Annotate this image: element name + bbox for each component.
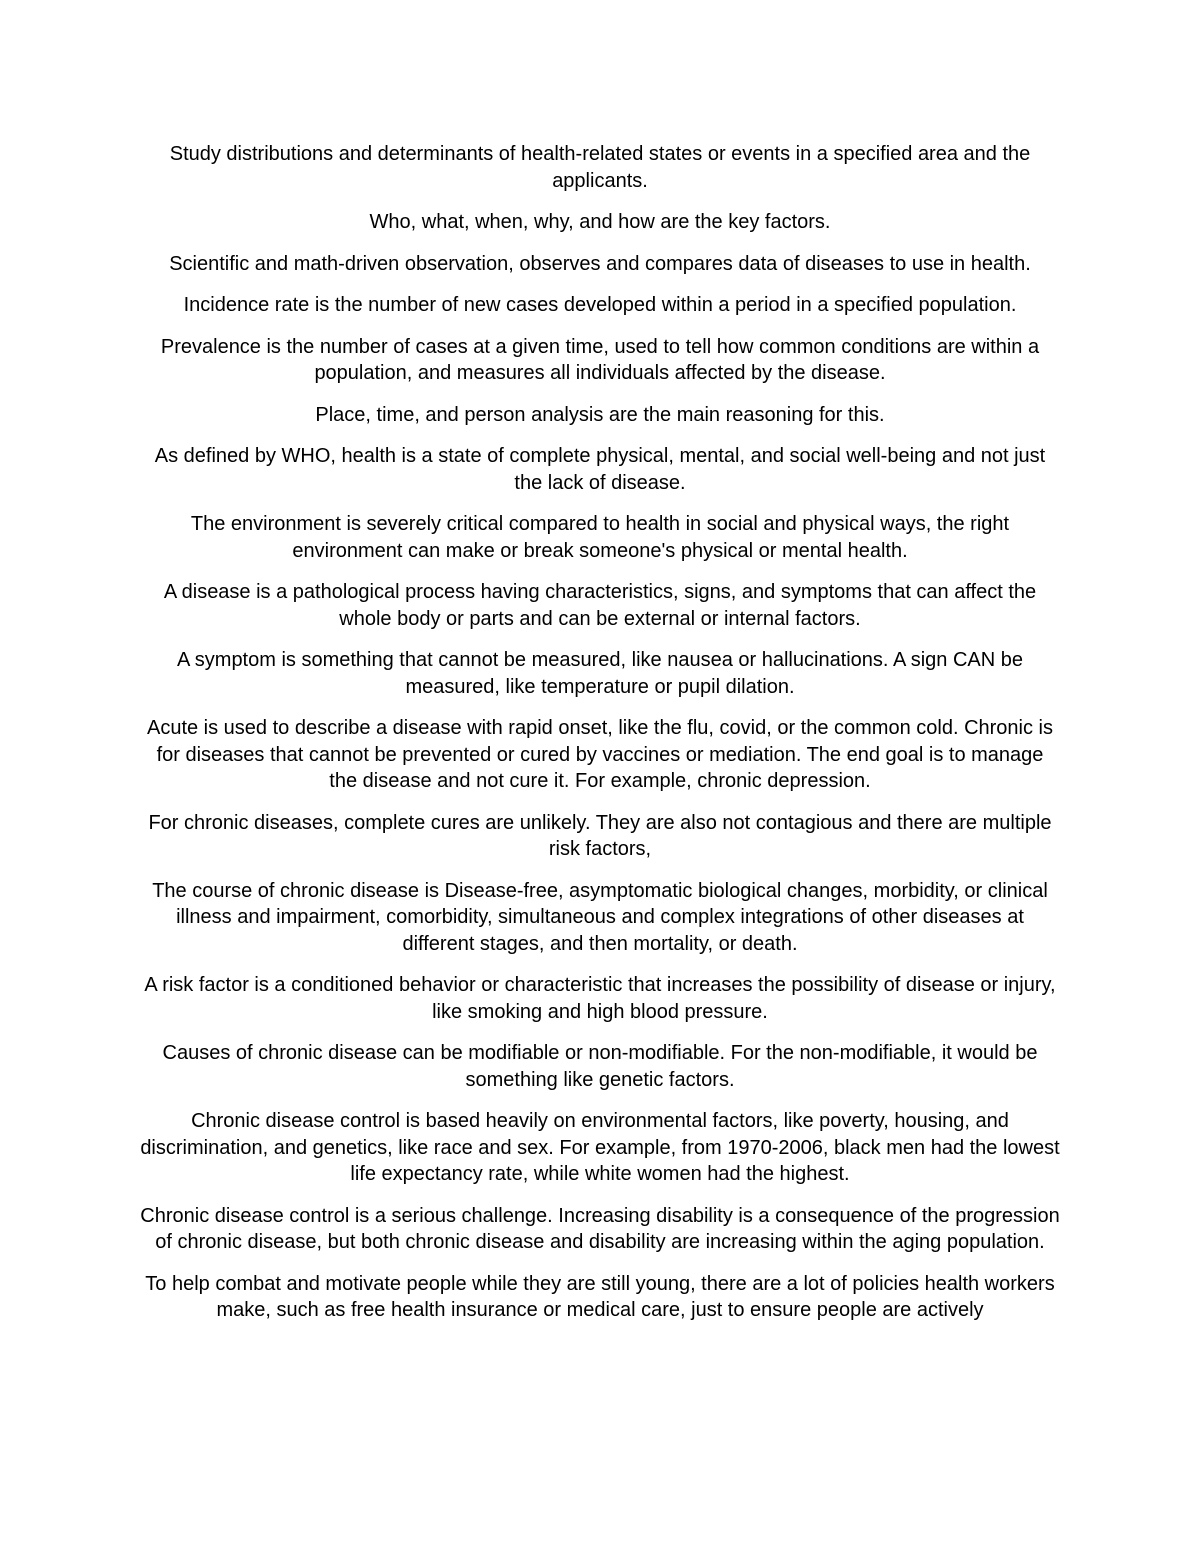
- paragraph-incidence-rate: Incidence rate is the number of new cases developed within a period in a specified population.: [183, 294, 1017, 316]
- paragraph-prevalence: Prevalence is the number of cases at a given time, used to tell how common conditions are within a population, and measures all individuals affected by the disease.: [160, 335, 1040, 384]
- paragraph-epidemiology-definition: Study distributions and determinants of health-related states or events in a specified area and the applicants.: [169, 143, 1031, 192]
- paragraph-key-factors: Who, what, when, why, and how are the key factors.: [369, 211, 831, 233]
- paragraph-environment: The environment is severely critical compared to health in social and physical ways, the right environment can make or break someone's physical or mental health.: [190, 513, 1010, 562]
- paragraph-chronic-control-challenge: Chronic disease control is a serious challenge. Increasing disability is a consequence of the progression of chronic disease, but both chronic disease and disability are increasing within the aging population.: [140, 1204, 1060, 1253]
- paragraph-who-health-definition: As defined by WHO, health is a state of complete physical, mental, and social well-being and not just the lack of disease.: [154, 445, 1046, 494]
- paragraph-chronic-control-factors: Chronic disease control is based heavily on environmental factors, like poverty, housing, and discrimination, and genetics, like race and sex. For example, from 1970-2006, black men had the lowest life expectancy rate, while white women had the highest.: [140, 1110, 1060, 1185]
- paragraph-chronic-course: The course of chronic disease is Disease-free, asymptomatic biological changes, morbidity, or clinical illness and impairment, comorbidity, simultaneous and complex integrations of other diseases at different stages, and then mortality, or death.: [152, 879, 1048, 955]
- document-body: [140, 141, 1060, 1339]
- paragraph-symptom-sign: A symptom is something that cannot be measured, like nausea or hallucinations. A sign CAN be measured, like temperature or pupil dilation.: [176, 649, 1024, 698]
- paragraph-risk-factor: A risk factor is a conditioned behavior or characteristic that increases the possibility of disease or injury, like smoking and high blood pressure.: [144, 974, 1056, 1023]
- paragraph-chronic-cures: For chronic diseases, complete cures are unlikely. They are also not contagious and there are multiple risk factors,: [148, 811, 1052, 860]
- paragraph-place-time-person: Place, time, and person analysis are the main reasoning for this.: [315, 403, 885, 426]
- paragraph-acute-chronic: Acute is used to describe a disease with rapid onset, like the flu, covid, or the common cold. Chronic is for diseases that cannot be prevented or cured by vaccines or mediation. The end goal is to manage the disease and not cure it. For example, chronic depression.: [146, 717, 1053, 792]
- paragraph-disease-definition: A disease is a pathological process having characteristics, signs, and symptoms that can affect the whole body or parts and can be external or internal factors.: [163, 581, 1037, 630]
- paragraph-scientific-observation: Scientific and math-driven observation, observes and compares data of diseases to use in health.: [169, 252, 1031, 275]
- paragraph-policies: To help combat and motivate people while they are still young, there are a lot of policies health workers make, such as free health insurance or medical care, just to ensure people are actively: [145, 1272, 1055, 1321]
- paragraph-chronic-causes: Causes of chronic disease can be modifiable or non-modifiable. For the non-modifiable, it would be something like genetic factors.: [162, 1042, 1038, 1091]
